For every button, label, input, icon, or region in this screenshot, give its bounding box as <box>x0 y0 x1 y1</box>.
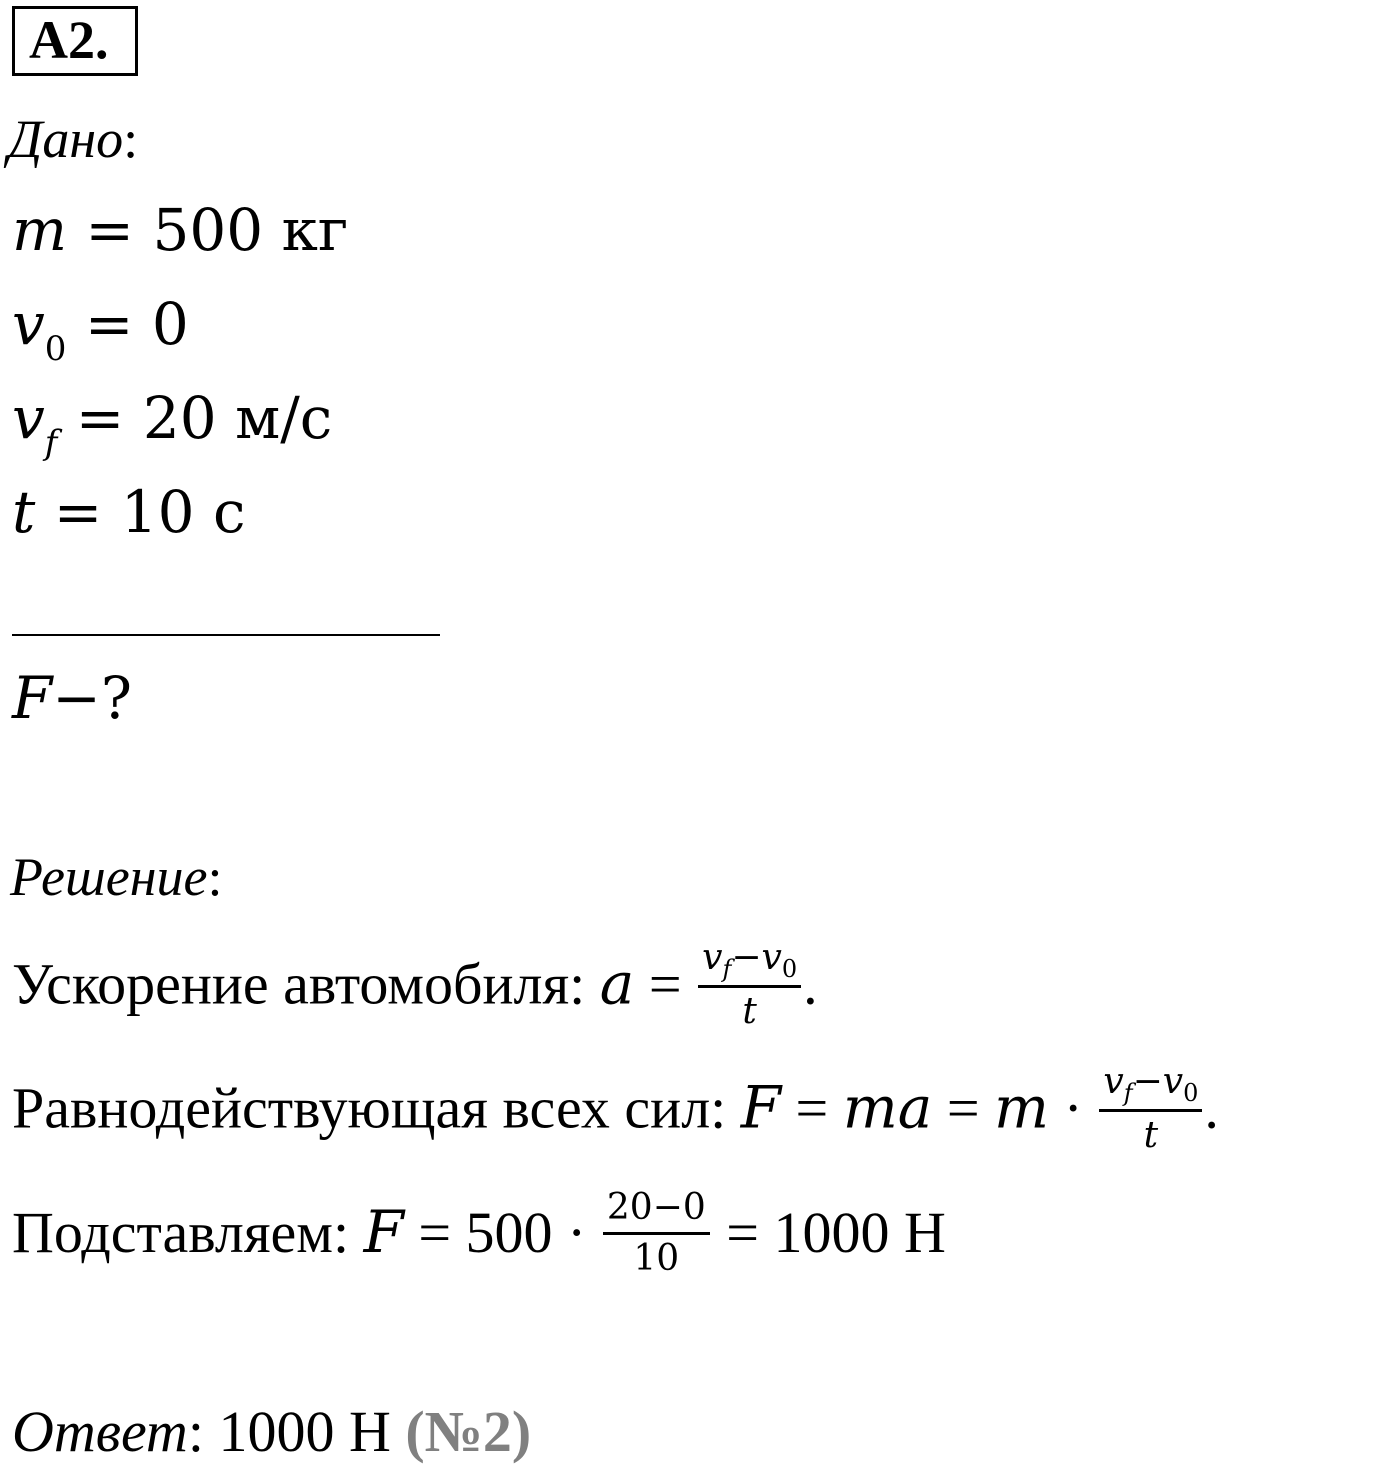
force-end: . <box>1204 1075 1219 1141</box>
numerator-v: v <box>1103 1061 1124 1102</box>
given-vf-value: = 20 м/с <box>57 384 333 452</box>
numerator-v2: v <box>1162 1061 1184 1102</box>
fraction-denominator: 10 <box>633 1238 680 1279</box>
numerator-minus: − <box>731 937 762 978</box>
substitution-eq: = 500 · <box>403 1199 601 1265</box>
given-v0 <box>12 290 189 369</box>
force-ma: ma <box>842 1073 933 1142</box>
force-eq2: = <box>932 1075 995 1141</box>
substitution-fraction <box>603 1186 710 1283</box>
fraction-numerator <box>698 936 801 988</box>
given-mass-value: = 500 кг <box>67 196 349 264</box>
acceleration-eq: = <box>634 951 697 1017</box>
fraction-numerator: 20−0 <box>603 1186 710 1235</box>
given-v0-value: = 0 <box>66 290 189 358</box>
given-vf-var: v <box>12 384 45 452</box>
force-eq1: = <box>781 1075 843 1141</box>
given-divider <box>12 634 440 636</box>
force-dot: · <box>1049 1075 1098 1141</box>
solution-line-acceleration <box>12 937 818 1040</box>
given-time <box>12 478 246 546</box>
acceleration-end: . <box>803 951 818 1017</box>
given-v0-sub: 0 <box>44 329 67 369</box>
numerator-sub-f: f <box>1123 1079 1133 1107</box>
find-line <box>12 664 132 732</box>
given-time-var: t <box>12 478 36 546</box>
numerator-minus: − <box>1132 1061 1163 1102</box>
force-m: m <box>994 1073 1050 1142</box>
task-number-badge: А2. <box>12 6 138 76</box>
fraction-numerator <box>1099 1060 1202 1112</box>
acceleration-lhs: a <box>599 949 635 1018</box>
acceleration-text: Ускорение автомобиля: <box>12 951 600 1017</box>
substitution-lhs: F <box>363 1197 404 1266</box>
answer-line <box>12 1398 531 1465</box>
given-mass <box>12 196 348 264</box>
fraction-denominator: t <box>1143 1115 1159 1156</box>
answer-label: Ответ <box>12 1399 188 1464</box>
given-label: Дано <box>8 109 124 169</box>
given-vf-sub: f <box>44 423 58 463</box>
answer-colon: : <box>187 1399 204 1464</box>
find-var: F <box>12 664 53 732</box>
given-colon: : <box>123 109 139 169</box>
substitution-text: Подставляем: <box>12 1199 364 1265</box>
given-heading <box>8 108 138 170</box>
answer-reference: (№2) <box>405 1399 532 1464</box>
substitution-result: = 1000 Н <box>711 1199 946 1265</box>
given-vf <box>12 384 333 463</box>
numerator-v: v <box>702 937 723 978</box>
solution-label: Решение <box>10 847 208 907</box>
solution-heading <box>10 846 223 908</box>
find-question: −? <box>52 664 132 732</box>
numerator-sub-0: 0 <box>781 955 798 983</box>
force-lhs: F <box>740 1073 782 1142</box>
fraction-denominator: t <box>742 991 757 1032</box>
force-text: Равнодействующая всех сил: <box>12 1075 741 1141</box>
given-time-value: = 10 с <box>35 478 246 546</box>
solution-colon: : <box>207 847 223 907</box>
acceleration-fraction <box>698 936 801 1036</box>
numerator-sub-0: 0 <box>1183 1079 1199 1107</box>
force-fraction <box>1099 1060 1202 1160</box>
given-mass-var: m <box>12 196 67 264</box>
answer-value: 1000 Н <box>203 1399 406 1464</box>
given-v0-var: v <box>12 290 45 358</box>
solution-line-substitution <box>12 1187 946 1287</box>
solution-line-force <box>12 1061 1219 1164</box>
numerator-v2: v <box>761 937 782 978</box>
numerator-sub-f: f <box>722 955 732 983</box>
